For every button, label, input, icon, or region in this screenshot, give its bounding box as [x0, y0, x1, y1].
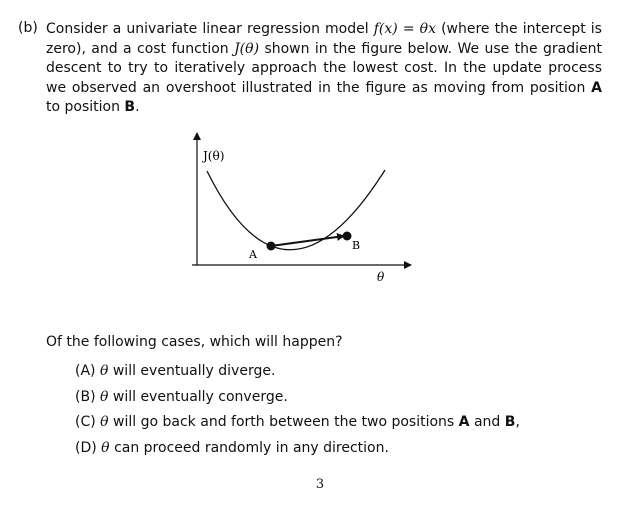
model-expression: f(x) = θx: [373, 21, 436, 37]
option-text: will go back and forth between the two positions: [113, 414, 455, 430]
cost-expression: J(θ): [234, 40, 260, 57]
overshoot-arrow: [271, 236, 344, 246]
point-a: [267, 242, 276, 251]
options-list: [75, 359, 520, 461]
option-letter: (D): [75, 439, 97, 456]
y-axis-label: J(θ): [203, 149, 225, 163]
option-var: θ: [99, 388, 109, 405]
option-pos-a: A: [458, 414, 470, 430]
option-b: [75, 385, 520, 411]
cost-curve: [207, 170, 385, 250]
question-text: [46, 20, 602, 118]
options-prompt: Of the following cases, which will happen?: [46, 334, 343, 350]
option-letter: (C): [75, 414, 96, 430]
position-a-ref: A: [591, 79, 602, 96]
page-number: 3: [315, 477, 325, 492]
option-var: θ: [101, 439, 110, 456]
body-text: shown in the figure below. We use the gradient descent to try to iteratively approach the lowest cost. In the update process we observed an overshoot illustrated in the figure as moving from position: [46, 40, 603, 96]
sentence-end: .: [135, 99, 140, 115]
option-end: ,: [515, 414, 520, 430]
intercept-note: (where the intercept is zero), and a cost function: [46, 21, 602, 57]
point-b-label: B: [352, 239, 361, 252]
question-label: (b): [18, 20, 38, 36]
position-b-ref: B: [124, 99, 136, 115]
option-var: θ: [100, 414, 109, 430]
option-text: will eventually diverge.: [112, 363, 276, 379]
option-mid: and: [473, 414, 501, 430]
x-axis-label: θ: [377, 270, 385, 284]
option-text: can proceed randomly in any direction.: [114, 439, 389, 456]
point-a-label: A: [249, 248, 257, 261]
option-c: [75, 410, 520, 436]
option-pos-b: B: [504, 414, 516, 430]
option-a: [75, 359, 520, 385]
option-letter: (B): [75, 388, 96, 405]
intro-text: Consider a univariate linear regression model: [46, 21, 369, 37]
point-b: [343, 232, 352, 241]
cost-curve-figure: [185, 125, 425, 295]
option-text: will eventually converge.: [112, 388, 288, 405]
option-letter: (A): [75, 363, 96, 379]
option-var: θ: [99, 363, 109, 379]
option-d: [75, 436, 520, 462]
to-text: to position: [46, 99, 120, 115]
